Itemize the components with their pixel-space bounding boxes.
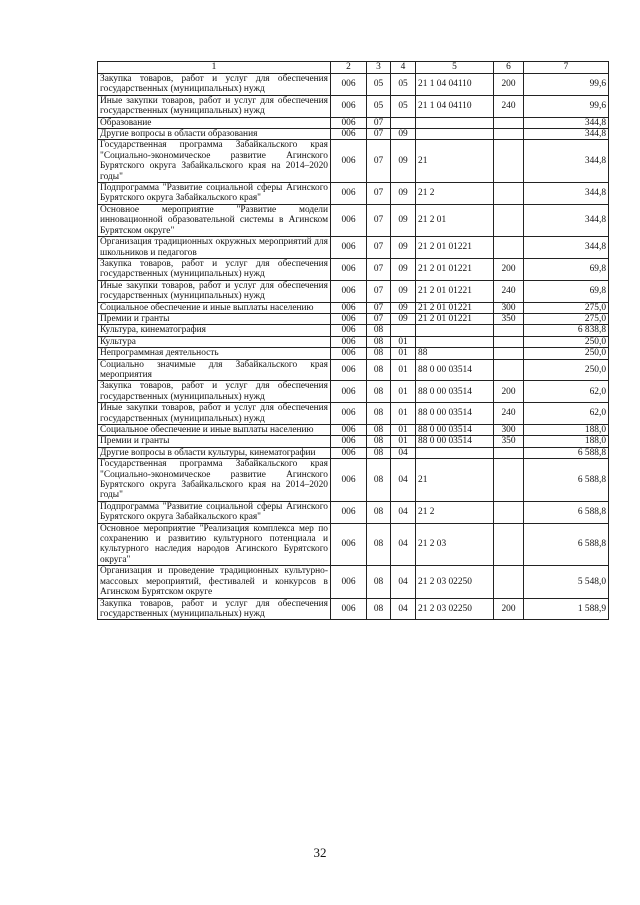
row-amount-cell: 99,6 xyxy=(524,74,609,96)
row-target-article-cell: 88 0 00 03514 xyxy=(416,359,494,381)
table-row xyxy=(98,237,609,259)
row-expense-type-cell xyxy=(494,348,524,359)
row-target-article-cell: 21 2 01 01221 xyxy=(416,258,494,280)
row-name-cell: Организация традиционных окружных мероприятий для школьников и педагогов xyxy=(98,237,331,259)
row-code-cell: 006 xyxy=(331,140,367,183)
row-amount-cell: 275,0 xyxy=(524,302,609,313)
row-target-article-cell: 21 1 04 04110 xyxy=(416,74,494,96)
row-name-cell: Закупка товаров, работ и услуг для обеспечения государственных (муниципальных) нужд xyxy=(98,598,331,620)
row-expense-type-cell xyxy=(494,459,524,502)
row-amount-cell: 69,8 xyxy=(524,258,609,280)
row-expense-type-cell xyxy=(494,359,524,381)
row-expense-type-cell xyxy=(494,129,524,140)
row-name-cell: Иные закупки товаров, работ и услуг для обеспечения государственных (муниципальных) нужд xyxy=(98,280,331,302)
row-subsection-cell: 01 xyxy=(391,336,416,347)
row-target-article-cell: 88 0 00 03514 xyxy=(416,381,494,403)
row-name-cell: Социально значимые для Забайкальского края мероприятия xyxy=(98,359,331,381)
row-code-cell: 006 xyxy=(331,523,367,566)
row-target-article-cell xyxy=(416,325,494,336)
row-code-cell: 006 xyxy=(331,325,367,336)
row-amount-cell: 69,8 xyxy=(524,280,609,302)
table-row xyxy=(98,95,609,117)
row-name-cell: Основное мероприятие "Развитие модели инновационной образовательной системы в Агинском Бурятском округе" xyxy=(98,204,331,236)
table-row xyxy=(98,425,609,436)
row-name-cell: Премии и гранты xyxy=(98,436,331,447)
row-code-cell: 006 xyxy=(331,336,367,347)
row-subsection-cell: 05 xyxy=(391,95,416,117)
row-expense-type-cell xyxy=(494,501,524,523)
table-row xyxy=(98,566,609,598)
table-row xyxy=(98,74,609,96)
row-name-cell: Социальное обеспечение и иные выплаты населению xyxy=(98,302,331,313)
row-expense-type-cell xyxy=(494,447,524,458)
row-amount-cell: 344,8 xyxy=(524,204,609,236)
row-name-cell: Подпрограмма "Развитие социальной сферы Агинского Бурятского округа Забайкальского края" xyxy=(98,183,331,205)
table-row xyxy=(98,140,609,183)
row-section-cell: 08 xyxy=(367,325,391,336)
row-subsection-cell: 01 xyxy=(391,348,416,359)
row-target-article-cell: 21 2 01 01221 xyxy=(416,313,494,324)
row-expense-type-cell xyxy=(494,237,524,259)
row-subsection-cell: 09 xyxy=(391,204,416,236)
table-row xyxy=(98,183,609,205)
row-amount-cell: 1 588,9 xyxy=(524,598,609,620)
row-expense-type-cell: 240 xyxy=(494,280,524,302)
row-subsection-cell: 09 xyxy=(391,302,416,313)
row-target-article-cell: 21 2 01 xyxy=(416,204,494,236)
row-target-article-cell: 21 2 01 01221 xyxy=(416,280,494,302)
row-subsection-cell: 09 xyxy=(391,313,416,324)
row-amount-cell: 6 588,8 xyxy=(524,447,609,458)
row-section-cell: 07 xyxy=(367,183,391,205)
row-amount-cell: 62,0 xyxy=(524,403,609,425)
row-target-article-cell: 21 2 03 02250 xyxy=(416,566,494,598)
table-row xyxy=(98,598,609,620)
row-expense-type-cell xyxy=(494,325,524,336)
column-number-1: 1 xyxy=(98,62,331,74)
table-row xyxy=(98,459,609,502)
row-section-cell: 08 xyxy=(367,459,391,502)
row-target-article-cell: 21 xyxy=(416,459,494,502)
table-row xyxy=(98,359,609,381)
row-subsection-cell: 05 xyxy=(391,74,416,96)
row-target-article-cell: 21 2 03 xyxy=(416,523,494,566)
row-subsection-cell: 04 xyxy=(391,459,416,502)
row-expense-type-cell xyxy=(494,117,524,128)
row-code-cell: 006 xyxy=(331,381,367,403)
row-target-article-cell: 21 1 04 04110 xyxy=(416,95,494,117)
row-expense-type-cell: 240 xyxy=(494,95,524,117)
row-amount-cell: 275,0 xyxy=(524,313,609,324)
row-subsection-cell: 09 xyxy=(391,280,416,302)
row-name-cell: Закупка товаров, работ и услуг для обеспечения государственных (муниципальных) нужд xyxy=(98,258,331,280)
row-subsection-cell: 09 xyxy=(391,129,416,140)
row-expense-type-cell: 200 xyxy=(494,74,524,96)
row-name-cell: Иные закупки товаров, работ и услуг для обеспечения государственных (муниципальных) нужд xyxy=(98,95,331,117)
row-name-cell: Организация и проведение традиционных культурно-массовых мероприятий, фестивалей и конкурсов в Агинском Бурятском округе xyxy=(98,566,331,598)
row-target-article-cell: 21 xyxy=(416,140,494,183)
table-row xyxy=(98,381,609,403)
row-name-cell: Премии и гранты xyxy=(98,313,331,324)
row-expense-type-cell: 300 xyxy=(494,425,524,436)
row-subsection-cell: 09 xyxy=(391,258,416,280)
row-subsection-cell: 04 xyxy=(391,598,416,620)
table-row xyxy=(98,348,609,359)
row-section-cell: 08 xyxy=(367,381,391,403)
table-row xyxy=(98,336,609,347)
table-row xyxy=(98,325,609,336)
row-expense-type-cell: 240 xyxy=(494,403,524,425)
row-name-cell: Государственная программа Забайкальского края "Социально-экономическое развитие Агинского Бурятского округа Забайкальского края на 2014–2020 годы" xyxy=(98,140,331,183)
table-row xyxy=(98,204,609,236)
row-section-cell: 05 xyxy=(367,74,391,96)
row-expense-type-cell xyxy=(494,140,524,183)
row-code-cell: 006 xyxy=(331,459,367,502)
row-name-cell: Культура, кинематография xyxy=(98,325,331,336)
row-section-cell: 07 xyxy=(367,258,391,280)
row-code-cell: 006 xyxy=(331,95,367,117)
row-target-article-cell xyxy=(416,336,494,347)
row-section-cell: 07 xyxy=(367,140,391,183)
row-subsection-cell: 04 xyxy=(391,501,416,523)
row-code-cell: 006 xyxy=(331,117,367,128)
row-subsection-cell: 04 xyxy=(391,523,416,566)
row-section-cell: 08 xyxy=(367,336,391,347)
row-subsection-cell: 01 xyxy=(391,436,416,447)
row-code-cell: 006 xyxy=(331,280,367,302)
budget-table xyxy=(97,61,609,620)
row-expense-type-cell xyxy=(494,566,524,598)
row-code-cell: 006 xyxy=(331,359,367,381)
row-section-cell: 08 xyxy=(367,566,391,598)
row-name-cell: Основное мероприятие "Реализация комплекса мер по сохранению и развитию культурного потенциала и культурного наследия народов Агинского Бурятского округа" xyxy=(98,523,331,566)
row-amount-cell: 99,6 xyxy=(524,95,609,117)
row-name-cell: Закупка товаров, работ и услуг для обеспечения государственных (муниципальных) нужд xyxy=(98,74,331,96)
page-number: 32 xyxy=(313,845,327,860)
row-expense-type-cell: 200 xyxy=(494,598,524,620)
table-row xyxy=(98,447,609,458)
row-expense-type-cell: 200 xyxy=(494,381,524,403)
table-row xyxy=(98,403,609,425)
row-subsection-cell xyxy=(391,117,416,128)
row-section-cell: 07 xyxy=(367,237,391,259)
row-target-article-cell: 88 0 00 03514 xyxy=(416,425,494,436)
column-number-4: 4 xyxy=(391,62,416,74)
row-amount-cell: 250,0 xyxy=(524,348,609,359)
row-subsection-cell: 04 xyxy=(391,566,416,598)
table-row xyxy=(98,436,609,447)
row-name-cell: Социальное обеспечение и иные выплаты населению xyxy=(98,425,331,436)
row-name-cell: Подпрограмма "Развитие социальной сферы Агинского Бурятского округа Забайкальского края" xyxy=(98,501,331,523)
row-amount-cell: 344,8 xyxy=(524,129,609,140)
row-code-cell: 006 xyxy=(331,237,367,259)
row-code-cell: 006 xyxy=(331,425,367,436)
row-target-article-cell xyxy=(416,447,494,458)
row-amount-cell: 344,8 xyxy=(524,140,609,183)
table-row xyxy=(98,501,609,523)
row-subsection-cell: 01 xyxy=(391,403,416,425)
column-number-7: 7 xyxy=(524,62,609,74)
row-code-cell: 006 xyxy=(331,74,367,96)
row-expense-type-cell: 350 xyxy=(494,436,524,447)
row-target-article-cell: 21 2 01 01221 xyxy=(416,302,494,313)
row-amount-cell: 188,0 xyxy=(524,436,609,447)
row-amount-cell: 344,8 xyxy=(524,237,609,259)
row-amount-cell: 62,0 xyxy=(524,381,609,403)
row-subsection-cell: 09 xyxy=(391,140,416,183)
row-code-cell: 006 xyxy=(331,183,367,205)
row-subsection-cell: 01 xyxy=(391,381,416,403)
row-code-cell: 006 xyxy=(331,258,367,280)
row-target-article-cell: 88 0 00 03514 xyxy=(416,403,494,425)
row-subsection-cell: 01 xyxy=(391,425,416,436)
row-name-cell: Государственная программа Забайкальского края "Социально-экономическое развитие Агинского Бурятского округа Забайкальского края на 2014–2020 годы" xyxy=(98,459,331,502)
column-number-5: 5 xyxy=(416,62,494,74)
row-amount-cell: 6 588,8 xyxy=(524,523,609,566)
row-target-article-cell xyxy=(416,117,494,128)
row-target-article-cell xyxy=(416,129,494,140)
row-code-cell: 006 xyxy=(331,598,367,620)
row-amount-cell: 344,8 xyxy=(524,117,609,128)
row-section-cell: 08 xyxy=(367,598,391,620)
row-target-article-cell: 21 2 xyxy=(416,183,494,205)
row-section-cell: 08 xyxy=(367,348,391,359)
row-name-cell: Культура xyxy=(98,336,331,347)
column-number-3: 3 xyxy=(367,62,391,74)
row-subsection-cell xyxy=(391,325,416,336)
row-target-article-cell: 88 xyxy=(416,348,494,359)
row-section-cell: 07 xyxy=(367,204,391,236)
table-row xyxy=(98,302,609,313)
row-code-cell: 006 xyxy=(331,566,367,598)
row-name-cell: Иные закупки товаров, работ и услуг для обеспечения государственных (муниципальных) нужд xyxy=(98,403,331,425)
row-code-cell: 006 xyxy=(331,313,367,324)
table-row xyxy=(98,523,609,566)
row-name-cell: Непрограммная деятельность xyxy=(98,348,331,359)
row-expense-type-cell: 350 xyxy=(494,313,524,324)
row-section-cell: 08 xyxy=(367,436,391,447)
row-amount-cell: 188,0 xyxy=(524,425,609,436)
row-expense-type-cell xyxy=(494,204,524,236)
row-subsection-cell: 04 xyxy=(391,447,416,458)
row-code-cell: 006 xyxy=(331,501,367,523)
row-code-cell: 006 xyxy=(331,348,367,359)
row-section-cell: 07 xyxy=(367,313,391,324)
row-expense-type-cell xyxy=(494,336,524,347)
row-amount-cell: 250,0 xyxy=(524,359,609,381)
row-code-cell: 006 xyxy=(331,447,367,458)
row-amount-cell: 6 588,8 xyxy=(524,459,609,502)
row-name-cell: Закупка товаров, работ и услуг для обеспечения государственных (муниципальных) нужд xyxy=(98,381,331,403)
row-code-cell: 006 xyxy=(331,129,367,140)
row-expense-type-cell: 200 xyxy=(494,258,524,280)
table-header-row xyxy=(98,62,609,74)
row-target-article-cell: 21 2 xyxy=(416,501,494,523)
row-section-cell: 07 xyxy=(367,302,391,313)
row-target-article-cell: 21 2 03 02250 xyxy=(416,598,494,620)
row-expense-type-cell: 300 xyxy=(494,302,524,313)
row-section-cell: 08 xyxy=(367,359,391,381)
row-subsection-cell: 01 xyxy=(391,359,416,381)
row-subsection-cell: 09 xyxy=(391,183,416,205)
row-name-cell: Другие вопросы в области образования xyxy=(98,129,331,140)
row-expense-type-cell xyxy=(494,523,524,566)
row-code-cell: 006 xyxy=(331,302,367,313)
row-amount-cell: 6 838,8 xyxy=(524,325,609,336)
row-code-cell: 006 xyxy=(331,204,367,236)
row-amount-cell: 5 548,0 xyxy=(524,566,609,598)
row-section-cell: 07 xyxy=(367,129,391,140)
row-section-cell: 08 xyxy=(367,447,391,458)
row-target-article-cell: 88 0 00 03514 xyxy=(416,436,494,447)
column-number-6: 6 xyxy=(494,62,524,74)
column-number-2: 2 xyxy=(331,62,367,74)
row-amount-cell: 6 588,8 xyxy=(524,501,609,523)
table-row xyxy=(98,280,609,302)
row-section-cell: 05 xyxy=(367,95,391,117)
row-amount-cell: 344,8 xyxy=(524,183,609,205)
row-section-cell: 08 xyxy=(367,403,391,425)
row-section-cell: 08 xyxy=(367,523,391,566)
row-section-cell: 07 xyxy=(367,280,391,302)
row-code-cell: 006 xyxy=(331,436,367,447)
table-row xyxy=(98,117,609,128)
row-code-cell: 006 xyxy=(331,403,367,425)
row-expense-type-cell xyxy=(494,183,524,205)
row-section-cell: 07 xyxy=(367,117,391,128)
row-section-cell: 08 xyxy=(367,501,391,523)
row-target-article-cell: 21 2 01 01221 xyxy=(416,237,494,259)
table-row xyxy=(98,313,609,324)
table-body xyxy=(98,62,609,620)
row-subsection-cell: 09 xyxy=(391,237,416,259)
table-row xyxy=(98,258,609,280)
table-row xyxy=(98,129,609,140)
row-name-cell: Другие вопросы в области культуры, кинематографии xyxy=(98,447,331,458)
row-name-cell: Образование xyxy=(98,117,331,128)
row-amount-cell: 250,0 xyxy=(524,336,609,347)
row-section-cell: 08 xyxy=(367,425,391,436)
